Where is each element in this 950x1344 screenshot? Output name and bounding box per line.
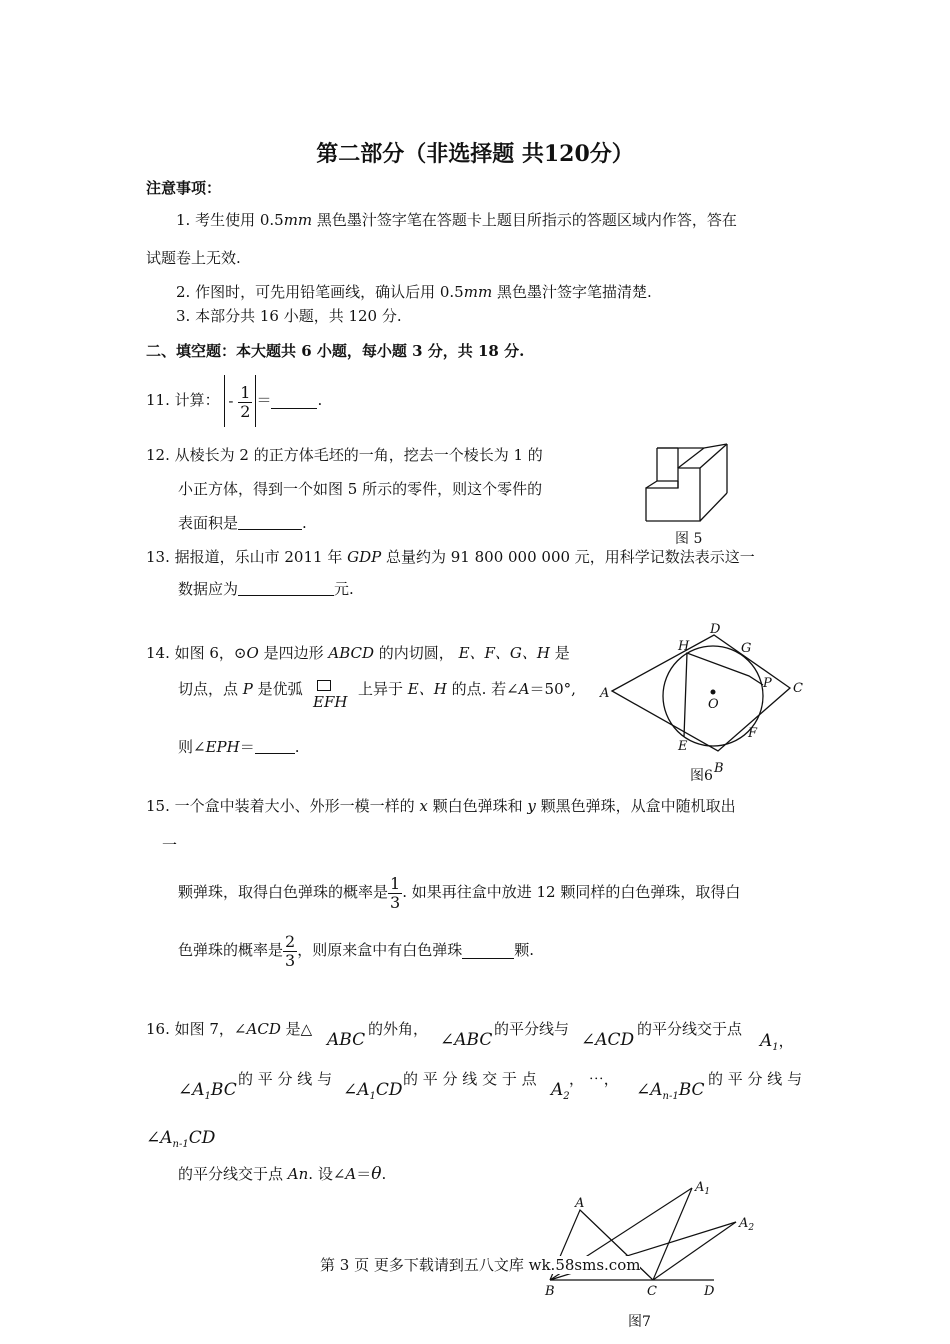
page-footer: 第 3 页 更多下载请到五八文库 wk.58sms.com — [320, 1256, 641, 1274]
fig7-label-a: A — [575, 1196, 585, 1211]
cube-drawing — [646, 444, 727, 521]
label-d: D — [710, 622, 721, 637]
label-f: F — [748, 726, 758, 741]
q16-text-1e: 的平分线交于点 — [637, 1020, 743, 1038]
question-14-line1: 14. 如图 6，⊙O 是四边形 ABCD 的内切圆， E、F、G、H 是 — [146, 644, 570, 662]
q16-angle-acd: ∠ACD — [581, 1030, 635, 1050]
label-e: E — [678, 739, 688, 754]
q16-point-a1: $A_1$， — [760, 1031, 794, 1053]
page-title: 第二部分（非选择题 共120分） — [316, 141, 634, 167]
q16-text-2c: ， ⋯， — [569, 1070, 619, 1088]
fraction-2-3: $\frac{2}{3}$ — [285, 931, 296, 970]
fig7-caption: 图7 — [628, 1314, 651, 1330]
fig5-caption: 图 5 — [675, 531, 703, 547]
fig7-label-d: D — [704, 1284, 715, 1299]
fraction-1-3: $\frac{1}{3}$ — [390, 873, 401, 912]
figure-7 — [536, 1176, 768, 1332]
note-3: 3. 本部分共 16 小题，共 120 分. — [176, 307, 402, 325]
absolute-value: - $\frac{1}{2}$ — [224, 375, 256, 427]
q16-angle-an1bc: $\angle A_{n-1}BC$ — [636, 1080, 705, 1102]
q16-text-2a: 的 平 分 线 与 — [238, 1070, 333, 1088]
question-12-line1: 12. 从棱长为 2 的正方体毛坯的一角，挖去一个棱长为 1 的 — [146, 446, 543, 464]
chords-e-h-p — [684, 653, 763, 737]
question-14-line2b: 上异于 E、H 的点. 若∠A＝50°, — [358, 680, 576, 698]
question-14-line3: 则∠EPH＝ . — [178, 738, 300, 756]
note-1: 1. 考生使用 0.5mm 黑色墨汁签字笔在答题卡上题目所指示的答题区域内作答，答在 — [176, 211, 737, 229]
question-12-line3: 表面积是 . — [178, 514, 307, 532]
label-g: G — [741, 641, 752, 656]
answer-blank-15 — [462, 944, 514, 959]
figure-6 — [596, 618, 808, 786]
q16-angle-a1cd: $\angle A_1CD$ — [343, 1080, 403, 1102]
q16-text-1c: 的外角， — [368, 1020, 429, 1038]
fig7-label-c: C — [647, 1284, 657, 1299]
q16-angle-a1bc: $\angle A_1BC$ — [178, 1080, 237, 1102]
answer-blank-14 — [255, 739, 295, 754]
question-15-line3: 色弹珠的概率是 $\frac{2}{3}$ ，则原来盒中有白色弹珠 颗. — [178, 931, 534, 970]
q16-text-1d: 的平分线与 — [494, 1020, 570, 1038]
center-point — [711, 690, 716, 695]
fraction: $\frac{1}{2}$ — [240, 382, 251, 421]
label-h: H — [678, 639, 690, 654]
question-13-line2: 数据应为 元. — [178, 580, 354, 598]
q16-abc: ABC — [327, 1030, 366, 1050]
question-16-line4: 的平分线交于点 An. 设∠A＝θ. — [178, 1164, 387, 1184]
label-a: A — [600, 686, 610, 701]
question-15-line1-cont: 一 — [162, 836, 178, 854]
question-14-line2: 切点，点 P 是优弧 — [178, 680, 303, 698]
label-b: B — [714, 761, 724, 776]
question-16-line1a: 16. 如图 7，∠ACD 是△ — [146, 1020, 313, 1038]
arc-notation: EFH — [313, 680, 339, 710]
fig7-label-a2: $A_2$ — [739, 1216, 755, 1233]
section-heading: 二、填空题：本大题共 6 小题，每小题 3 分，共 18 分. — [146, 342, 525, 360]
label-p: P — [763, 676, 772, 691]
question-13-line1: 13. 据报道，乐山市 2011 年 GDP 总量约为 91 800 000 000 元，用科学记数法表示这一 — [146, 548, 755, 566]
label-o: O — [708, 697, 719, 712]
question-11: 11. 计算： - $\frac{1}{2}$ ＝ . — [146, 374, 322, 426]
figure-5 — [640, 436, 740, 548]
q16-text-2b: 的 平 分 线 交 于 点 — [403, 1070, 537, 1088]
notes-heading: 注意事项： — [146, 179, 222, 197]
q16-angle-abc: ∠ABC — [440, 1030, 493, 1050]
q16-angle-an1cd: $\angle A_{n-1}CD$ — [146, 1128, 216, 1150]
arc-symbol-icon — [317, 680, 331, 691]
fig6-caption: 图6 — [690, 768, 713, 784]
label-c: C — [793, 681, 803, 696]
question-12-line2: 小正方体，得到一个如图 5 所示的零件，则这个零件的 — [178, 480, 543, 498]
q16-text-2d: 的 平 分 线 与 — [708, 1070, 803, 1088]
question-15-line1: 15. 一个盒中装着大小、外形一模一样的 x 颗白色弹珠和 y 颗黑色弹珠，从盒中随机取出 — [146, 797, 736, 815]
fig7-label-a1: $A_1$ — [695, 1180, 711, 1197]
answer-blank-13 — [238, 581, 334, 596]
q16-point-a2: $A_2$ — [551, 1080, 570, 1102]
answer-blank-11 — [271, 394, 317, 409]
fig7-label-b: B — [545, 1284, 555, 1299]
answer-blank-12 — [238, 515, 302, 530]
note-1-cont: 试题卷上无效. — [146, 249, 241, 267]
question-15-line2: 颗弹珠，取得白色弹珠的概率是 $\frac{1}{3}$ . 如果再往盒中放进 12 颗同样的白色弹珠，取得白 — [178, 873, 741, 912]
note-2: 2. 作图时，可先用铅笔画线，确认后用 0.5mm 黑色墨汁签字笔描清楚. — [176, 283, 652, 301]
